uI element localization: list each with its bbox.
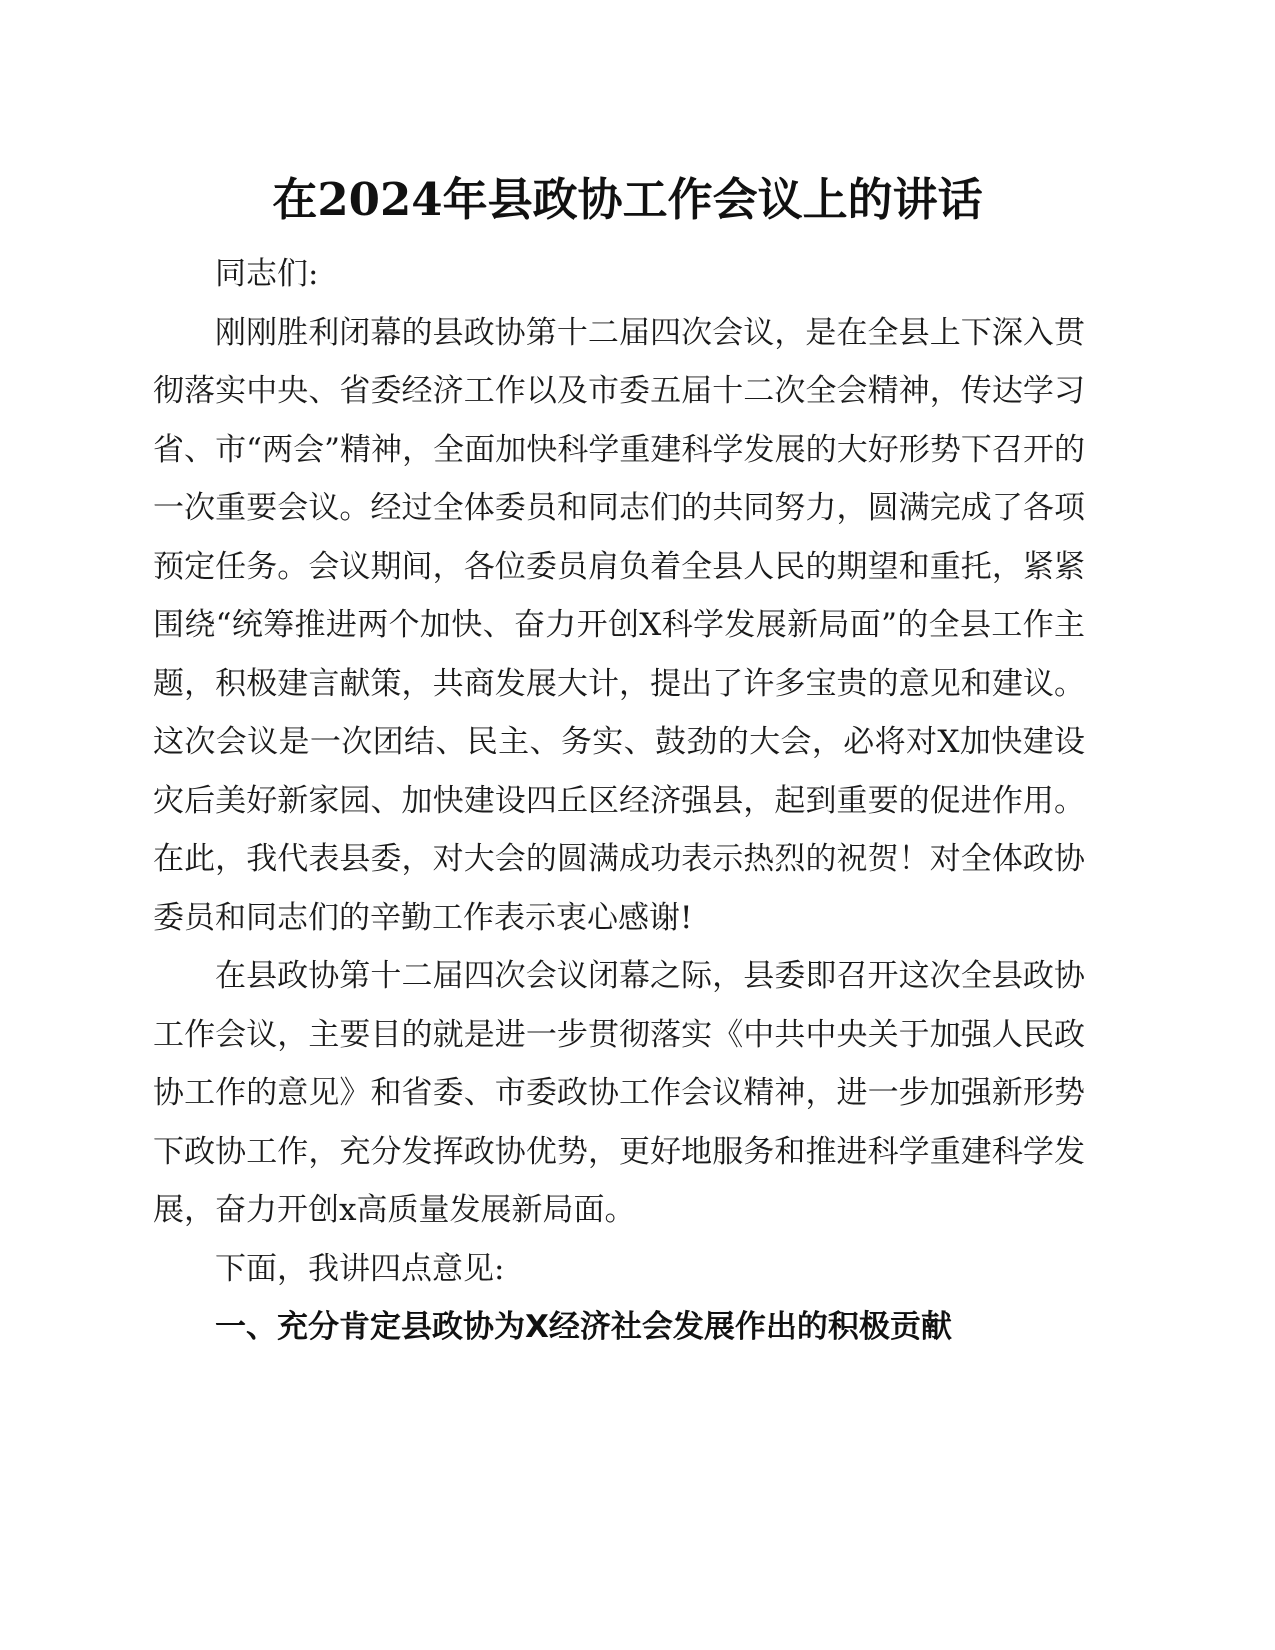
document-body [153,245,1085,1357]
paragraph-intro-points: 下面，我讲四点意见: [215,1250,505,1287]
paragraph-purpose: 在县政协第十二届四次会议闭幕之际，县委即召开这次全县政协工作会议，主要目的就是进一步贯彻落实《中共中央关于加强人民政协工作的意见》和省委、市委政协工作会议精神，进一步加强新形势下政协工作，充分发挥政协优势，更好地服务和推进科学重建科学发展，奋力开创x高质量发展新局面。 [153,958,1085,1228]
salutation: 同志们: [215,256,319,292]
paragraph-opening: 刚刚胜利闭幕的县政协第十二届四次会议，是在全县上下深入贯彻落实中央、省委经济工作以及市委五届十二次全会精神，传达学习省、市“两会”精神，全面加快科学重建科学发展的大好形势下召开的一次重要会议。经过全体委员和同志们的共同努力，圆满完成了各项预定任务。会议期间，各位委员肩负着全县人民的期望和重托，紧紧围绕“统筹推进两个加快、奋力开创X科学发展新局面”的全县工作主题，积极建言献策，共商发展大计，提出了许多宝贵的意见和建议。这次会议是一次团结、民主、务实、鼓劲的大会，必将对X加快建设灾后美好新家园、加快建设四丘区经济强县，起到重要的促进作用。在此，我代表县委，对大会的圆满成功表示热烈的祝贺！对全体政协委员和同志们的辛勤工作表示衷心感谢! [153,314,1085,936]
document-title: 在2024年县政协工作会议上的讲话 [272,173,983,226]
section-heading-1: 一、充分肯定县政协为X经济社会发展作出的积极贡献 [215,1309,952,1345]
